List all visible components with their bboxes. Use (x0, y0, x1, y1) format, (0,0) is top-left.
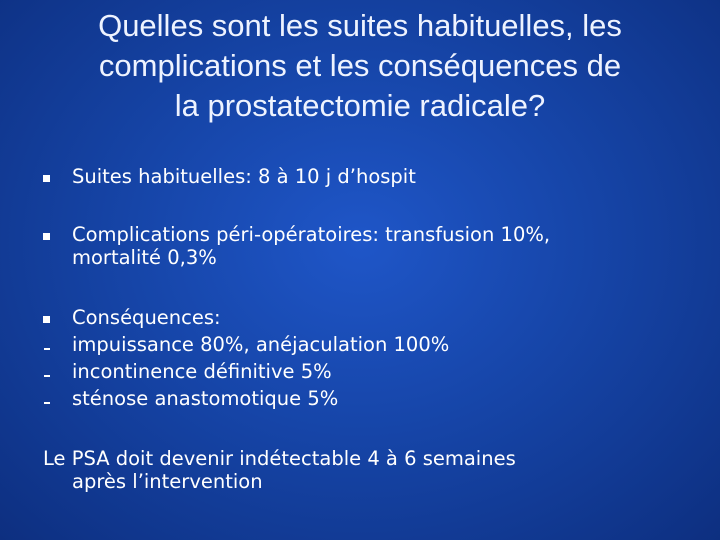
bullet-item-text: mortalité 0,3% (72, 246, 217, 269)
slide-title-line: la prostatectomie radicale? (174, 88, 546, 123)
footer-text: Le PSA doit devenir indétectable 4 à 6 semaines (43, 447, 516, 470)
square-bullet-icon (43, 233, 50, 240)
slide-title-line: Quelles sont les suites habituelles, les (98, 8, 622, 43)
slide-title (20, 6, 700, 126)
bullet-item-text: Complications péri-opératoires: transfusion 10%, (72, 223, 551, 246)
sub-item-text: impuissance 80%, anéjaculation 100% (72, 333, 450, 356)
sub-item-text: sténose anastomotique 5% (72, 387, 339, 410)
slide-title-line: complications et les conséquences de (98, 48, 622, 83)
bullet-item-text: Suites habituelles: 8 à 10 j d’hospit (72, 165, 416, 188)
bullet-item-text: Conséquences: (72, 306, 221, 329)
footer-text: après l’intervention (72, 470, 263, 493)
sub-item-text: incontinence définitive 5% (72, 360, 332, 383)
dash-bullet-icon (44, 348, 50, 350)
square-bullet-icon (43, 316, 50, 323)
square-bullet-icon (43, 175, 50, 182)
dash-bullet-icon (44, 375, 50, 377)
dash-bullet-icon (44, 402, 50, 404)
